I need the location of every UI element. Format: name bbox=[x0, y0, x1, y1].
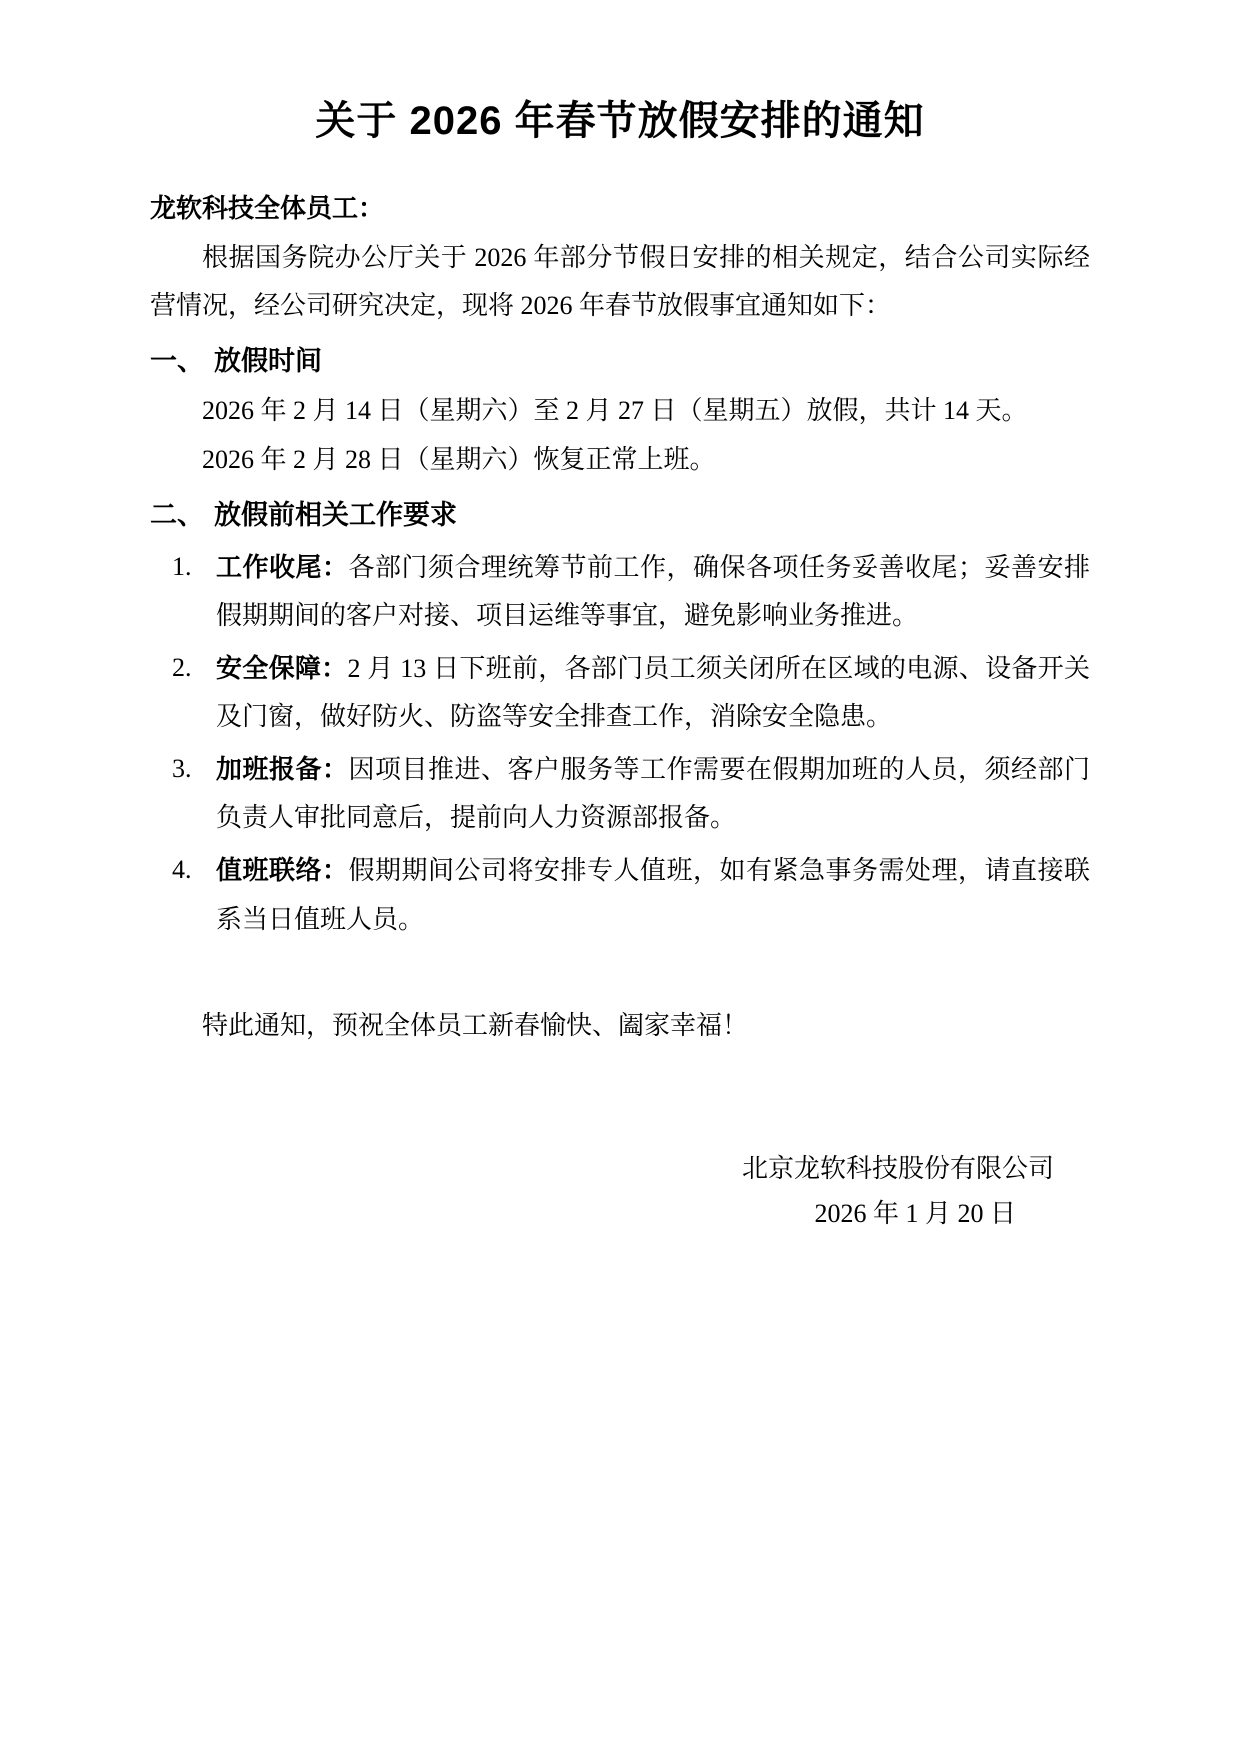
salutation: 龙软科技全体员工： bbox=[150, 193, 385, 223]
list-item-text: 假期期间公司将安排专人值班，如有紧急事务需处理，请直接联系当日值班人员。 bbox=[216, 856, 1090, 934]
section-heading-1 bbox=[150, 338, 1090, 385]
list-item-marker: 4. bbox=[172, 855, 192, 885]
list-item-lead: 加班报备： bbox=[216, 754, 349, 785]
list-item-text: 因项目推进、客户服务等工作需要在假期加班的人员，须经部门负责人审批同意后，提前向人力资源部报备。 bbox=[216, 755, 1090, 833]
list-item bbox=[150, 745, 1090, 842]
document-title: 关于 2026 年春节放假安排的通知 bbox=[315, 99, 925, 143]
list-item-marker: 3. bbox=[172, 754, 192, 784]
list-item-marker: 1. bbox=[172, 551, 192, 581]
holiday-period-line-2: 2026 年 2 月 28 日（星期六）恢复正常上班。 bbox=[202, 444, 716, 474]
section-heading-2 bbox=[150, 492, 1090, 539]
holiday-period-line-1: 2026 年 2 月 14 日（星期六）至 2 月 27 日（星期五）放假，共计 14 天。 bbox=[202, 396, 1028, 426]
signature-date: 2026 年 1 月 20 日 bbox=[814, 1199, 1016, 1229]
section-title-1: 放假时间 bbox=[214, 346, 322, 377]
list-item-text: 各部门须合理统筹节前工作，确保各项任务妥善收尾；妥善安排假期期间的客户对接、项目运维等事宜，避免影响业务推进。 bbox=[216, 552, 1090, 630]
list-item bbox=[150, 846, 1090, 943]
list-item bbox=[150, 543, 1090, 640]
list-item-lead: 安全保障： bbox=[216, 653, 348, 684]
closing-paragraph: 特此通知，预祝全体员工新春愉快、阖家幸福！ bbox=[202, 1010, 749, 1040]
section-title-2: 放假前相关工作要求 bbox=[214, 499, 457, 530]
signature-company: 北京龙软科技股份有限公司 bbox=[741, 1153, 1054, 1183]
signature-block bbox=[150, 1146, 1090, 1237]
list-item-text: 2 月 13 日下班前，各部门员工须关闭所在区域的电源、设备开关及门窗，做好防火、防盗等安全排查工作，消除安全隐患。 bbox=[216, 654, 1090, 732]
list-item-lead: 工作收尾： bbox=[216, 551, 349, 582]
intro-paragraph: 根据国务院办公厅关于 2026 年部分节假日安排的相关规定，结合公司实际经营情况，经公司研究决定，现将 2026 年春节放假事宜通知如下： bbox=[150, 243, 1090, 321]
section-number-2: 二、 bbox=[150, 499, 204, 530]
list-item bbox=[150, 644, 1090, 741]
list-item-marker: 2. bbox=[172, 653, 192, 683]
requirements-list bbox=[150, 543, 1090, 944]
section-number-1: 一、 bbox=[150, 346, 204, 377]
list-item-lead: 值班联络： bbox=[216, 855, 349, 886]
